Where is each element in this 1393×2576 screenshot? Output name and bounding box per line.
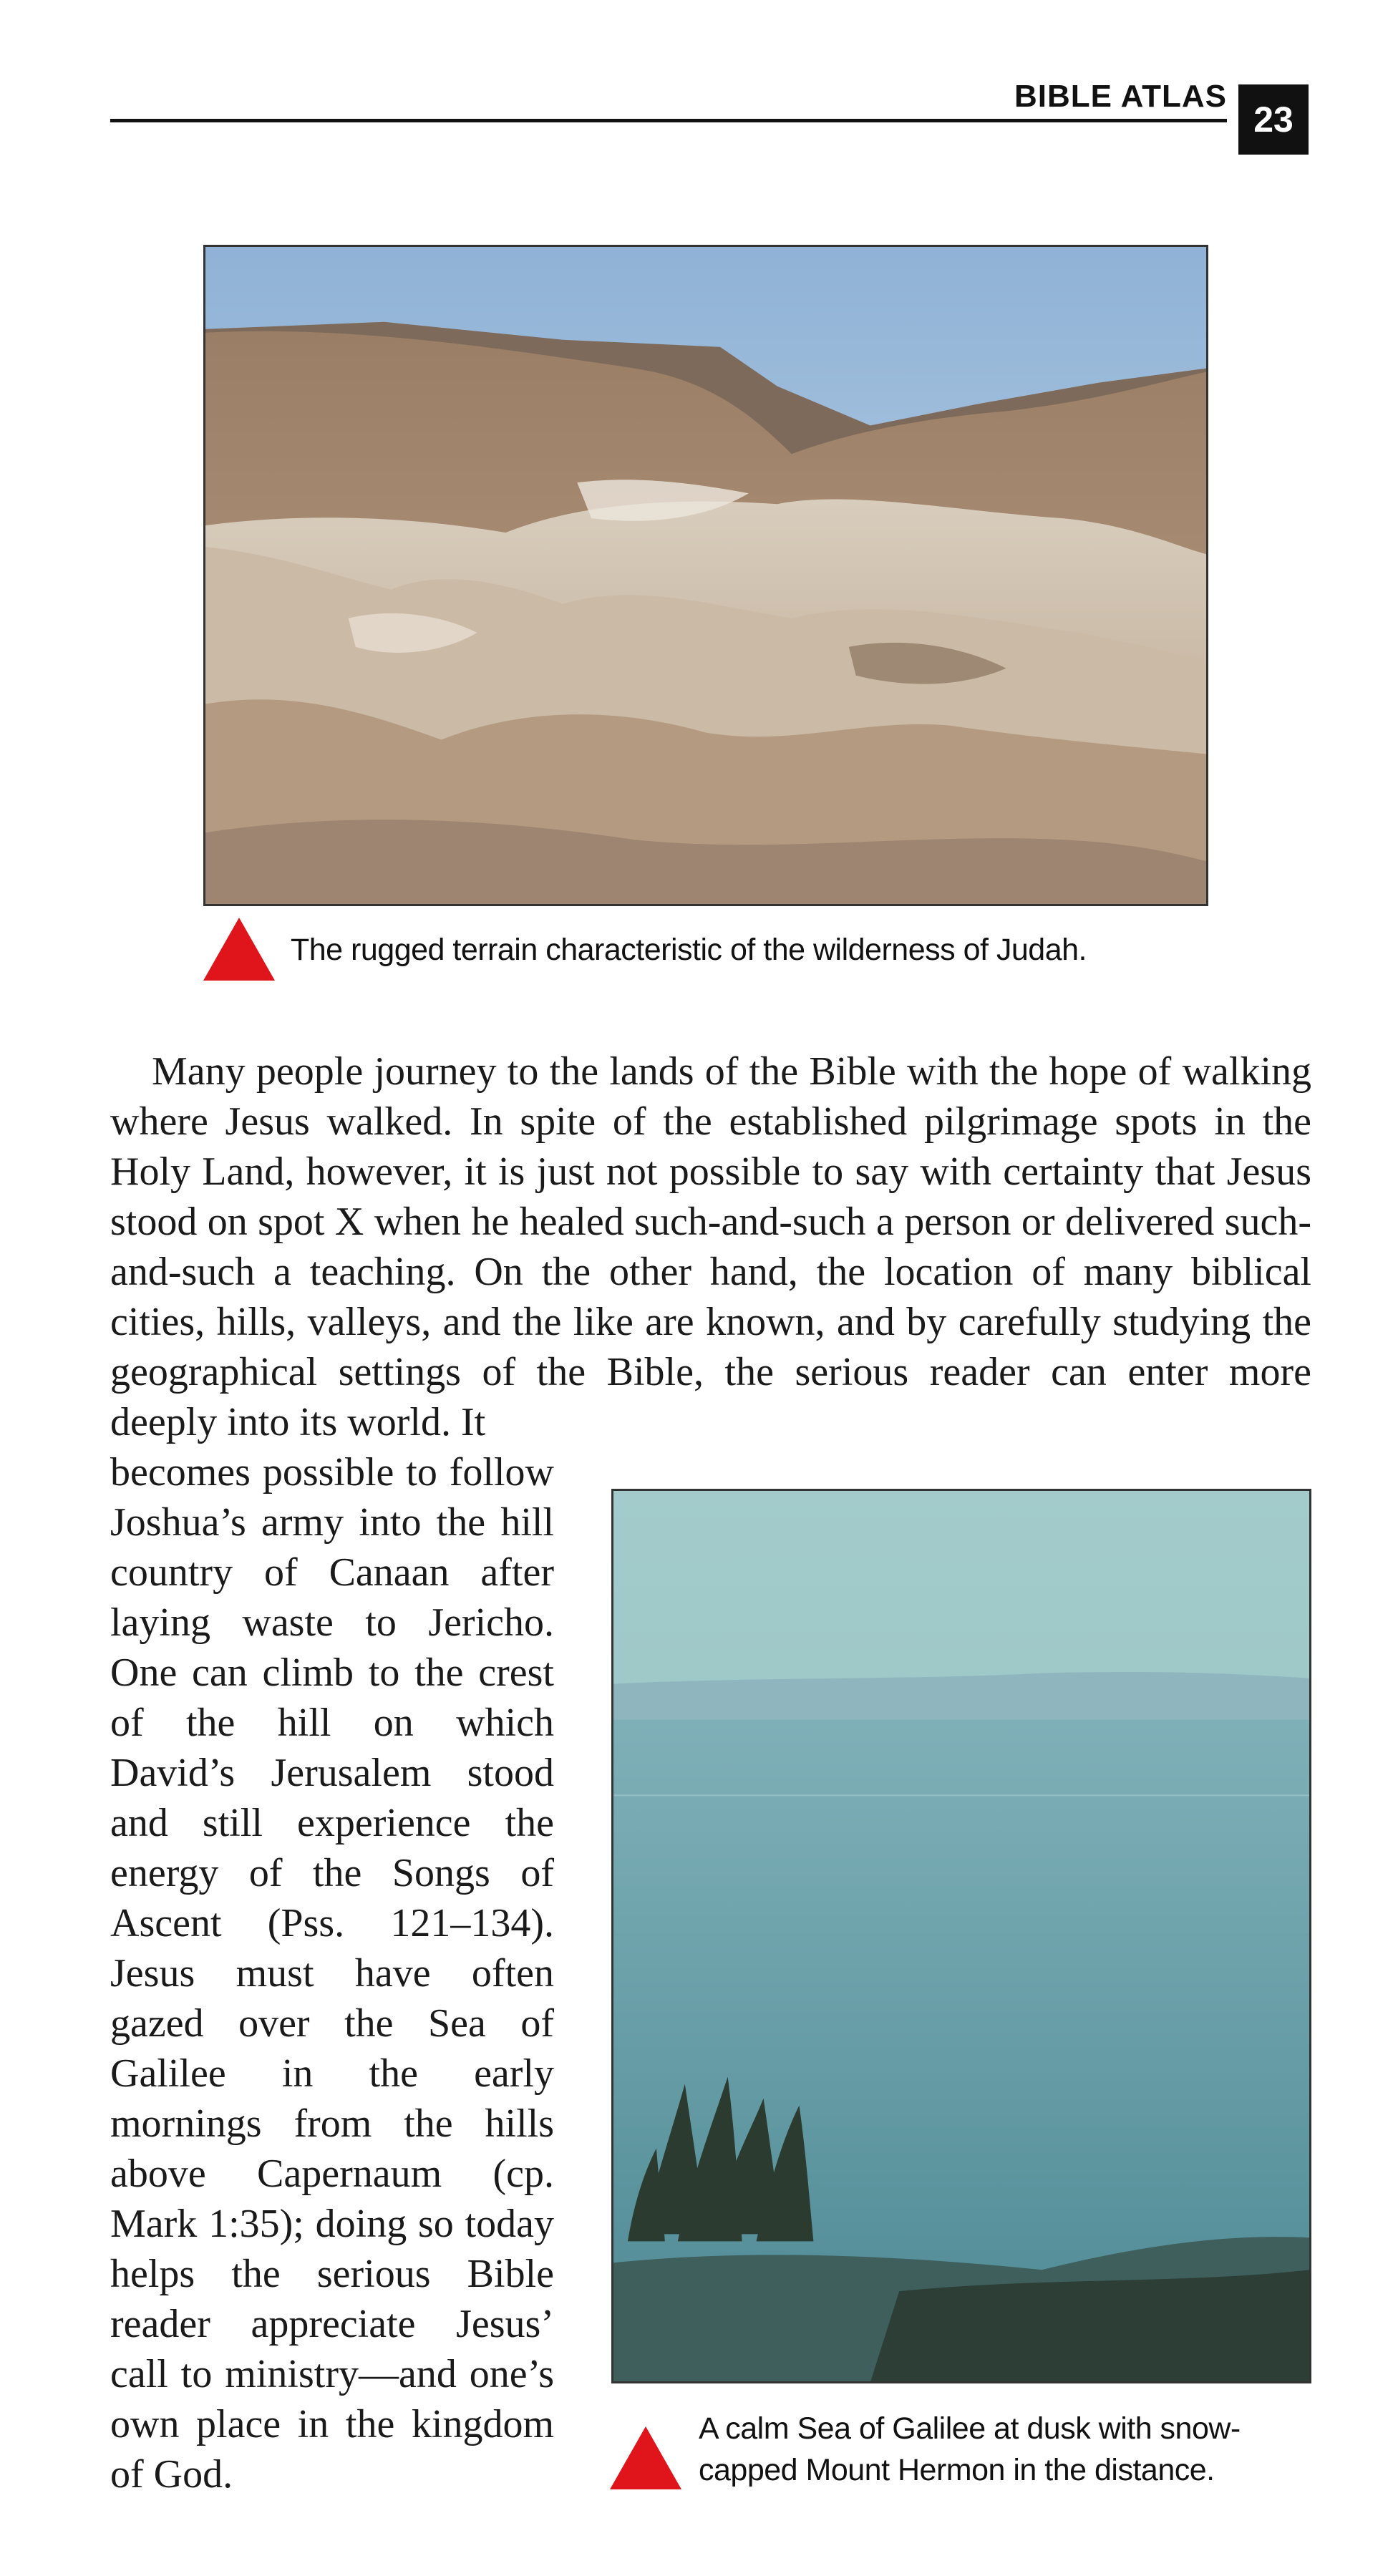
sea-of-galilee-photo bbox=[611, 1489, 1311, 2383]
caption-marker-triangle bbox=[203, 918, 275, 981]
header-rule bbox=[110, 119, 1227, 122]
running-head: BIBLE ATLAS bbox=[1014, 79, 1227, 114]
caption-marker-triangle bbox=[610, 2426, 681, 2489]
figure-1-caption: The rugged terrain characteristic of the wilderness of Judah. bbox=[291, 933, 1087, 967]
wilderness-photo bbox=[203, 245, 1208, 906]
body-paragraph-column: becomes possible to follow Joshua’s army into the hill country of Canaan after laying waste to Jericho. One can climb to the crest of the hill on which David’s Jerusalem stood and still experience the energy of the Songs of Ascent (Pss. 121–134). Jesus must have often gazed over the Sea of Galilee in the early mornings from the hills above Capernaum (cp. Mark 1:35); doing so today helps the serious Bible reader appreciate Jesus’ call to ministry—and one’s own place in the kingdom of God. bbox=[110, 1450, 554, 2497]
figure-2-caption: A calm Sea of Galilee at dusk with snow-capped Mount Hermon in the distance. bbox=[699, 2411, 1241, 2487]
page-number: 23 bbox=[1238, 84, 1309, 155]
body-paragraph-full-width: Many people journey to the lands of the Bible with the hope of walking where Jesus walked. In spite of the established pilgrimage spots in the Holy Land, however, it is just not possible to say with certainty that Jesus stood on spot X when he healed such-and-such a person or delivered such-and-such a teaching. On the other hand, the location of many biblical cities, hills, valleys, and the like are known, and by carefully studying the geographical settings of the Bible, the serious reader can enter more deeply into its world. It bbox=[110, 1049, 1311, 1444]
